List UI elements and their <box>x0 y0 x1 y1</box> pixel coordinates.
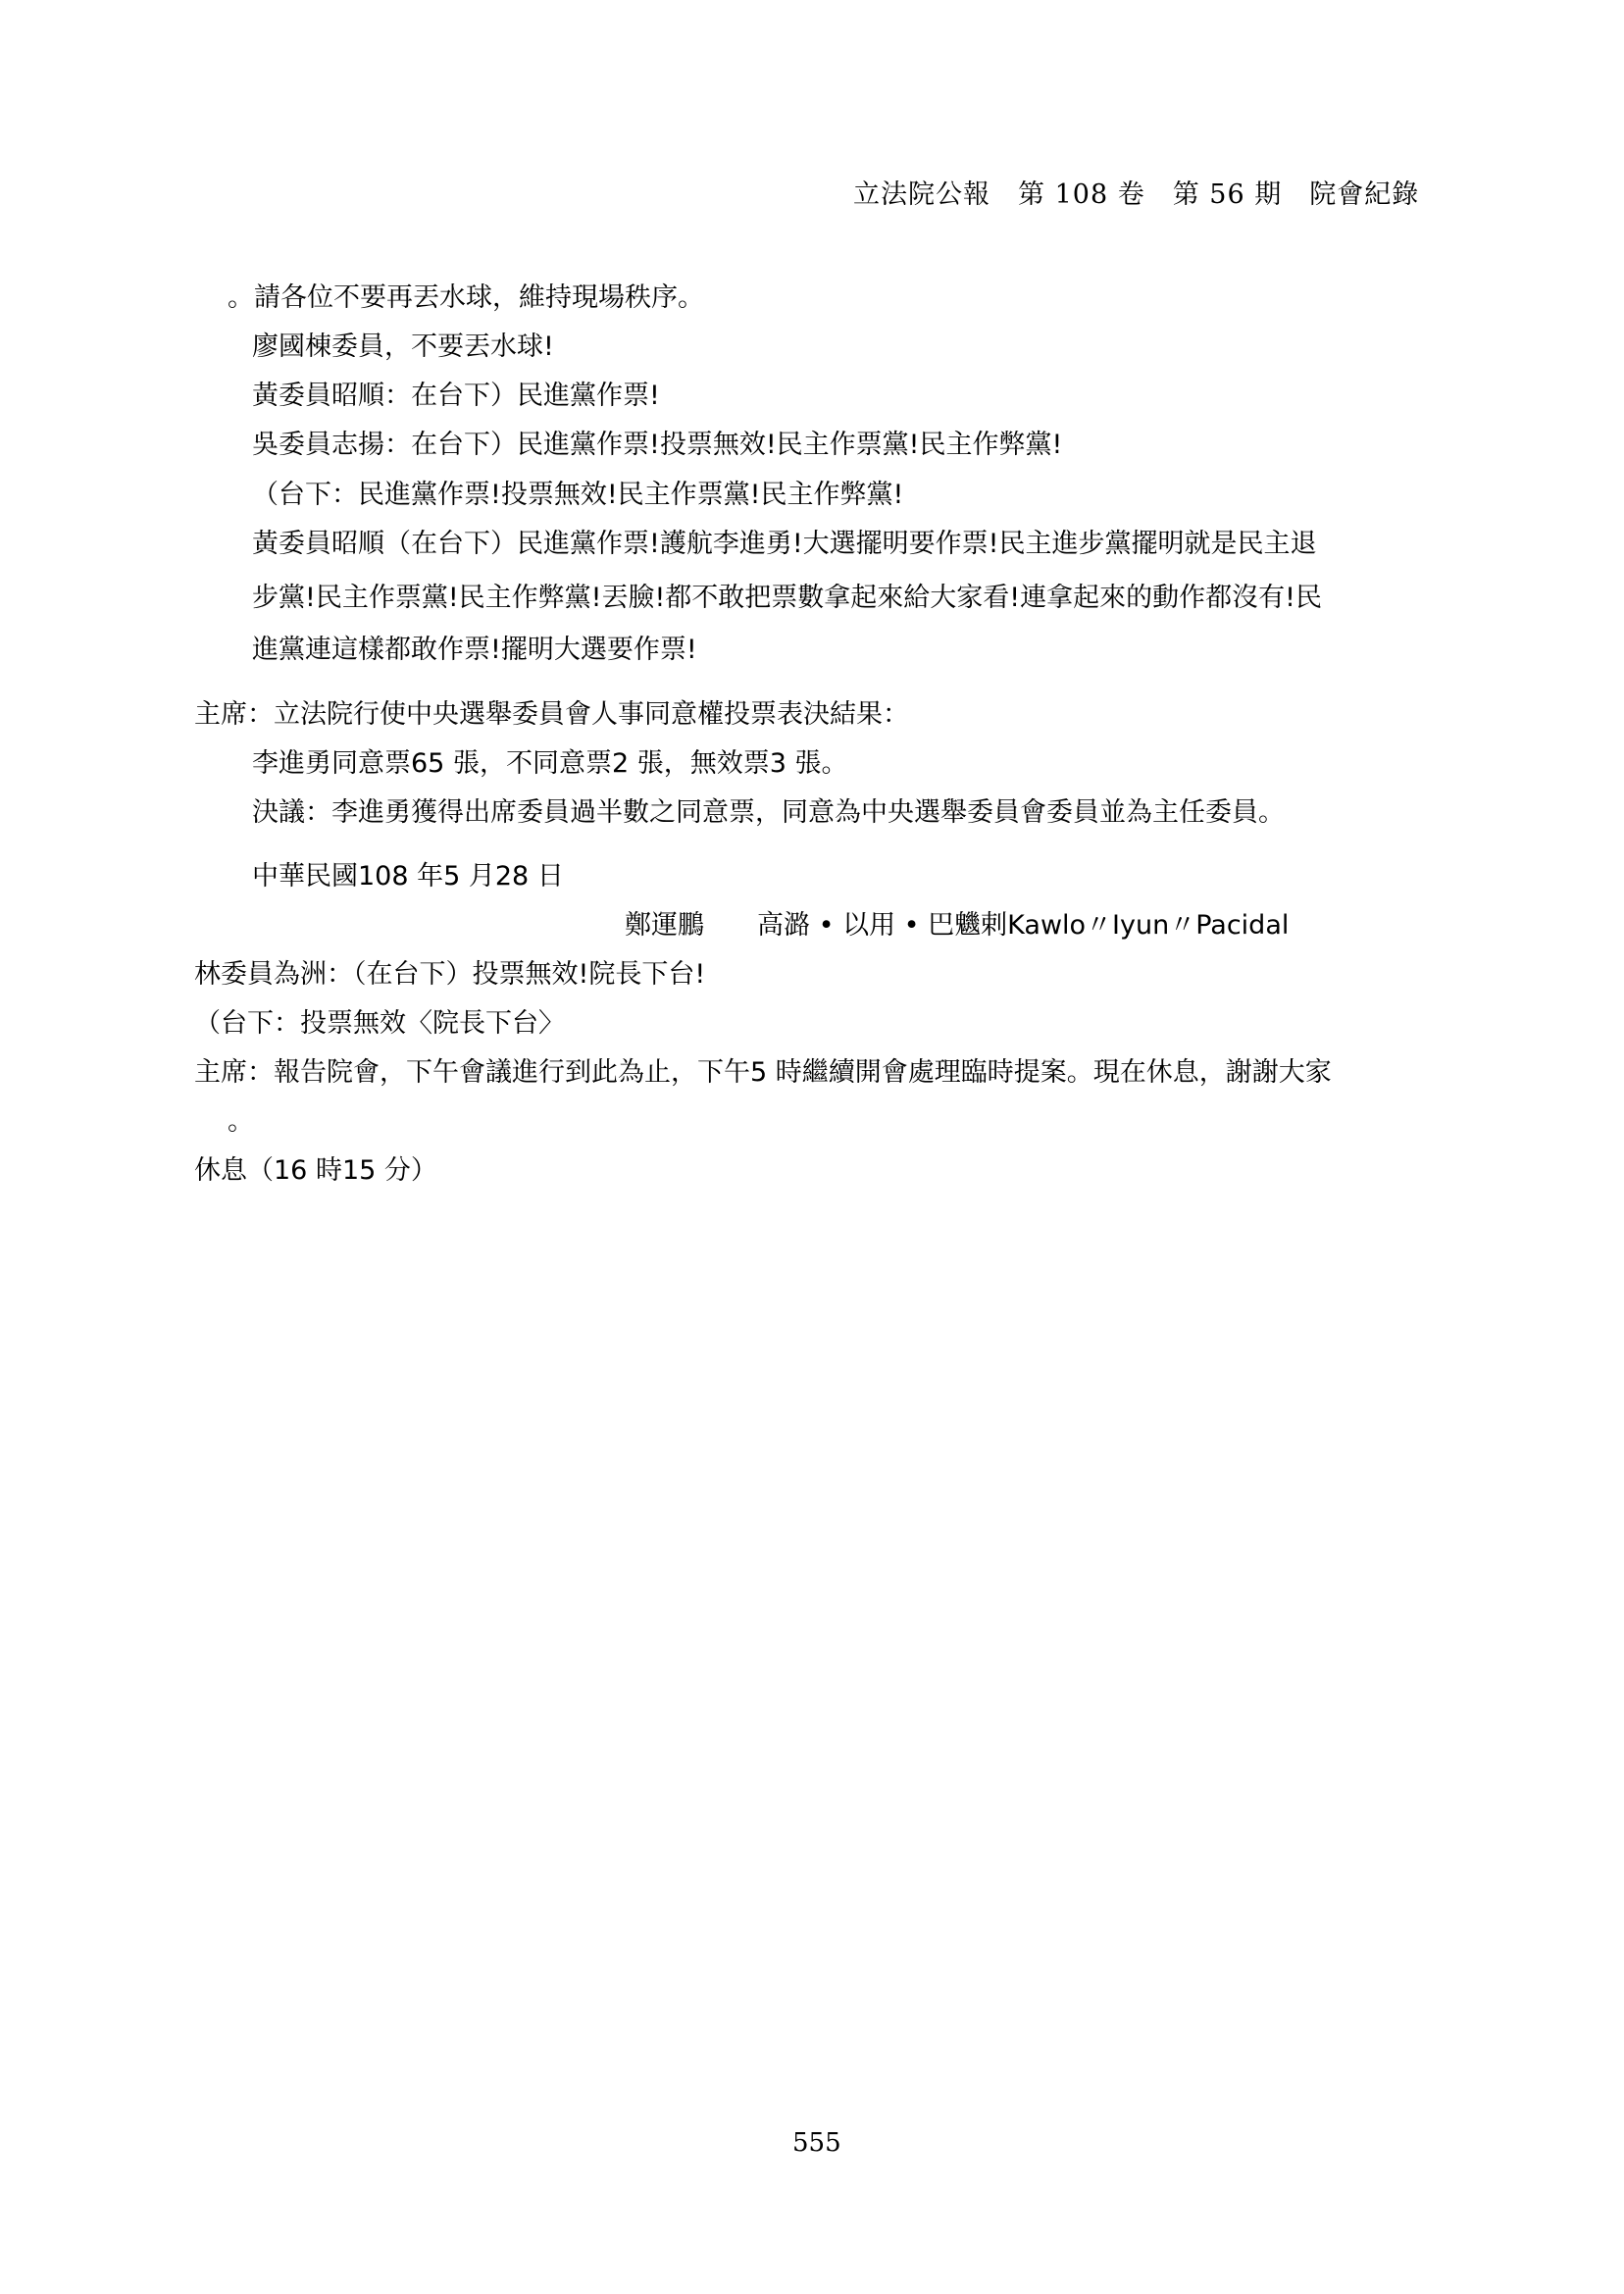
text-line: （台下：投票無效〈院長下台〉 <box>194 1008 565 1039</box>
vote-result: 李進勇同意票65 張，不同意票2 張，無效票3 張。 <box>252 748 848 779</box>
text-line: 。 <box>228 1106 254 1137</box>
chair-text: 主席：報告院會，下午會議進行到此為止，下午5 時繼續開會處理臨時提案。現在休息，謝謝大家 <box>194 1057 1332 1088</box>
page-number: 555 <box>792 2128 841 2158</box>
chair-text: 主席：立法院行使中央選舉委員會人事同意權投票表決結果： <box>194 699 909 730</box>
text-line: 黃委員昭順：在台下）民進黨作票! <box>252 381 660 411</box>
text-line: 廖國棟委員，不要丟水球! <box>252 331 554 362</box>
text-line: 林委員為洲：（在台下）投票無效!院長下台! <box>194 959 706 990</box>
recess-line: 休息（16 時15 分） <box>194 1155 437 1186</box>
text-line: （台下：民進黨作票!投票無效!民主作票黨!民主作弊黨! <box>252 480 904 510</box>
text-line: 黃委員昭順（在台下）民進黨作票!護航李進勇!大選擺明要作票!民主進步黨擺明就是民主退 <box>252 529 1317 559</box>
text-line: 吳委員志揚：在台下）民進黨作票!投票無效!民主作票黨!民主作弊黨! <box>252 430 1063 460</box>
date-line: 中華民國108 年5 月28 日 <box>252 861 564 892</box>
text-line: 。請各位不要再丟水球，維持現場秩序。 <box>228 282 704 313</box>
signature-line: 鄭運鵬 高潞 • 以用 • 巴魕剌Kawlo〃Iyun〃Pacidal <box>625 910 1290 941</box>
text-line: 步黨!民主作票黨!民主作弊黨!丟臉!都不敢把票數拿起來給大家看!連拿起來的動作都沒有!民 <box>252 583 1322 613</box>
text-line: 進黨連這樣都敢作票!擺明大選要作票! <box>252 635 697 665</box>
resolution-text: 決議：李進勇獲得出席委員過半數之同意票，同意為中央選舉委員會委員並為主任委員。 <box>252 797 1285 828</box>
page-header: 立法院公報 第 108 卷 第 56 期 院會紀錄 <box>853 179 1420 210</box>
